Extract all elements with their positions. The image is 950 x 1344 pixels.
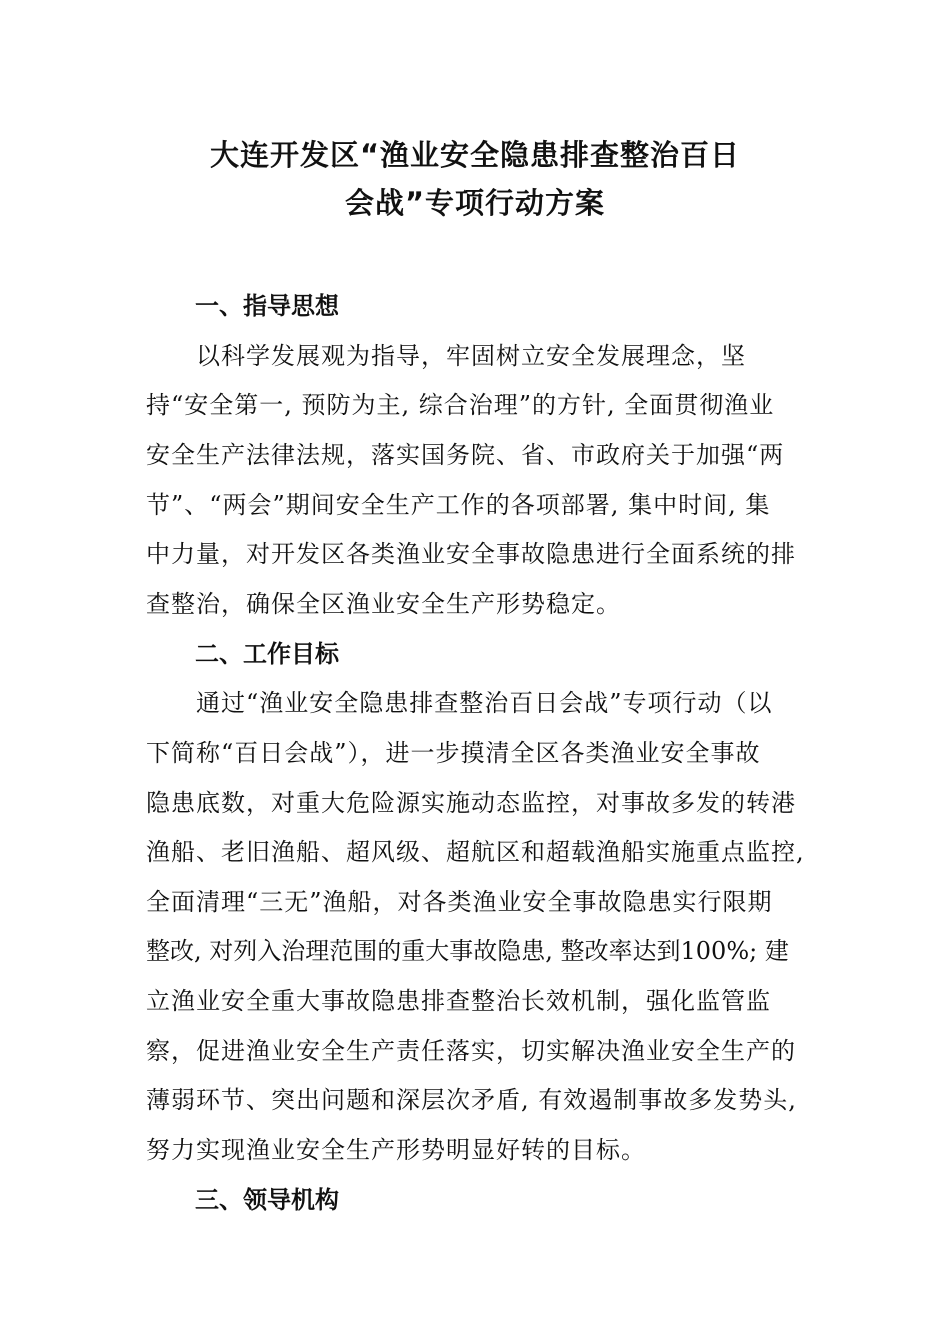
paragraph-line: 察，促进渔业安全生产责任落实，切实解决渔业安全生产的 [146, 1037, 796, 1065]
paragraph-line: 薄弱环节、突出问题和深层次矛盾, 有效遏制事故多发势头, [146, 1086, 797, 1114]
paragraph-line: 努力实现渔业安全生产形势明显好转的目标。 [146, 1136, 646, 1164]
paragraph-line: 安全生产法律法规，落实国务院、省、市政府关于加强“两 [146, 441, 785, 469]
paragraph-line: 隐患底数，对重大危险源实施动态监控，对事故多发的转港 [146, 789, 796, 817]
paragraph-line: 节”、“两会”期间安全生产工作的各项部署, 集中时间, 集 [146, 491, 771, 519]
paragraph-line: 下简称“百日会战”），进一步摸清全区各类渔业安全事故 [146, 739, 761, 767]
paragraph-line: 立渔业安全重大事故隐患排查整治长效机制，强化监管监 [146, 987, 771, 1015]
paragraph-line: 中力量，对开发区各类渔业安全事故隐患进行全面系统的排 [146, 540, 796, 568]
document-title-line-1: 大连开发区“渔业安全隐患排查整治百日 [209, 138, 741, 172]
paragraph-line: 全面清理“三无”渔船，对各类渔业安全事故隐患实行限期 [146, 888, 773, 916]
section-heading-leading-body: 三、领导机构 [195, 1186, 339, 1214]
paragraph-line: 整改, 对列入治理范围的重大事故隐患, 整改率达到100%; 建 [146, 937, 789, 965]
section-heading-guiding-ideology: 一、指导思想 [195, 292, 339, 320]
paragraph-line: 通过“渔业安全隐患排查整治百日会战”专项行动（以 [196, 689, 773, 717]
paragraph-line: 渔船、老旧渔船、超风级、超航区和超载渔船实施重点监控, [146, 838, 805, 866]
paragraph-line: 持“安全第一, 预防为主, 综合治理”的方针, 全面贯彻渔业 [146, 391, 775, 419]
section-heading-work-objectives: 二、工作目标 [195, 640, 339, 668]
paragraph-line: 以科学发展观为指导，牢固树立安全发展理念，坚 [196, 342, 746, 370]
document-title-line-2: 会战”专项行动方案 [344, 186, 606, 220]
paragraph-line: 查整治，确保全区渔业安全生产形势稳定。 [146, 590, 621, 618]
